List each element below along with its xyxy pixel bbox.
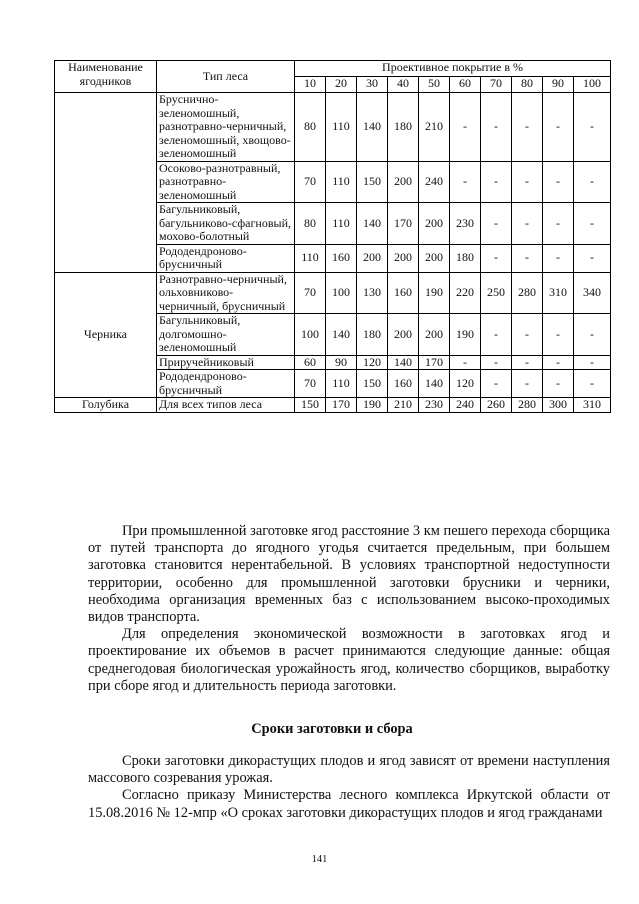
value-cell: - (450, 355, 481, 370)
value-cell: - (481, 314, 512, 356)
value-cell: - (574, 203, 611, 245)
value-cell: 280 (512, 398, 543, 413)
value-cell: 100 (326, 272, 357, 314)
value-cell: 110 (326, 161, 357, 203)
value-cell: 300 (543, 398, 574, 413)
forest-type-cell: Багульниковый, багульниково-сфагновый, мохово-болотный (157, 203, 295, 245)
value-cell: 230 (450, 203, 481, 245)
value-cell: 160 (388, 370, 419, 398)
table-row (55, 272, 611, 314)
value-cell: 110 (326, 203, 357, 245)
value-cell: 220 (450, 272, 481, 314)
value-cell: 310 (543, 272, 574, 314)
forest-type-cell: Для всех типов леса (157, 398, 295, 413)
value-cell: 190 (357, 398, 388, 413)
value-cell: - (512, 355, 543, 370)
paragraph-harvest-timing: Сроки заготовки дикорастущих плодов и ягод зависят от времени наступления массового созревания урожая. (88, 753, 610, 787)
header-coverage-70: 70 (481, 77, 512, 93)
value-cell: 80 (295, 93, 326, 162)
header-coverage-90: 90 (543, 77, 574, 93)
body-text-bottom (88, 753, 610, 822)
forest-type-cell: Осоково-разнотравный, разнотравно-зеленомошный (157, 161, 295, 203)
value-cell: 180 (450, 244, 481, 272)
value-cell: 280 (512, 272, 543, 314)
value-cell: - (481, 244, 512, 272)
value-cell: 140 (326, 314, 357, 356)
header-coverage-30: 30 (357, 77, 388, 93)
header-coverage-40: 40 (388, 77, 419, 93)
page-number: 141 (311, 854, 328, 865)
berry-name-blueberry: Голубика (55, 398, 157, 413)
value-cell: 170 (419, 355, 450, 370)
value-cell: - (481, 93, 512, 162)
paragraph-ministry-order: Согласно приказу Министерства лесного комплекса Иркутской области от 15.08.2016 № 12-мпр «О сроках заготовки дикорастущих плодов и ягод гражданами (88, 787, 610, 821)
value-cell: - (512, 93, 543, 162)
value-cell: - (512, 161, 543, 203)
paragraph-transport-distance: При промышленной заготовке ягод расстояние 3 км пешего перехода сборщика от путей транспорта до ягодного угодья считается предельным, при большем заготовка становится нерентабельной. В условиях транспортной недоступности территории, особенно для промышленной заготовки брусники и черники, необходима организация временных баз с использованием высоко-проходимых видов транспорта. (88, 523, 610, 626)
value-cell: 60 (295, 355, 326, 370)
value-cell: 180 (388, 93, 419, 162)
value-cell: 150 (295, 398, 326, 413)
value-cell: 120 (357, 355, 388, 370)
value-cell: 200 (419, 203, 450, 245)
value-cell: - (543, 161, 574, 203)
value-cell: - (450, 93, 481, 162)
forest-type-cell: Бруснично-зеленомошный, разнотравно-черничный, зеленомошный, хвощово-зеленомошный (157, 93, 295, 162)
value-cell: - (481, 203, 512, 245)
value-cell: 240 (419, 161, 450, 203)
header-coverage-100: 100 (574, 77, 611, 93)
value-cell: 180 (357, 314, 388, 356)
value-cell: - (574, 244, 611, 272)
section-heading: Сроки заготовки и сбора (251, 721, 413, 737)
value-cell: 70 (295, 161, 326, 203)
table-row (55, 398, 611, 413)
berry-yield-table (54, 60, 611, 413)
value-cell: 110 (295, 244, 326, 272)
forest-type-cell: Багульниковый, долгомошно-зеленомошный (157, 314, 295, 356)
value-cell: 140 (357, 93, 388, 162)
header-coverage-80: 80 (512, 77, 543, 93)
value-cell: - (574, 355, 611, 370)
header-coverage-10: 10 (295, 77, 326, 93)
value-cell: - (512, 314, 543, 356)
forest-type-cell: Рододендроново-брусничный (157, 370, 295, 398)
value-cell: 310 (574, 398, 611, 413)
header-coverage-20: 20 (326, 77, 357, 93)
value-cell: 110 (326, 370, 357, 398)
value-cell: 200 (388, 161, 419, 203)
value-cell: 150 (357, 370, 388, 398)
value-cell: - (543, 244, 574, 272)
header-coverage-50: 50 (419, 77, 450, 93)
value-cell: 340 (574, 272, 611, 314)
value-cell: - (574, 93, 611, 162)
value-cell: 210 (419, 93, 450, 162)
forest-type-cell: Приручейниковый (157, 355, 295, 370)
value-cell: 260 (481, 398, 512, 413)
value-cell: 160 (388, 272, 419, 314)
value-cell: 170 (388, 203, 419, 245)
value-cell: 140 (419, 370, 450, 398)
value-cell: 140 (388, 355, 419, 370)
value-cell: 70 (295, 272, 326, 314)
value-cell: 230 (419, 398, 450, 413)
value-cell: 200 (357, 244, 388, 272)
value-cell: - (512, 370, 543, 398)
value-cell: 160 (326, 244, 357, 272)
header-forest-type: Тип леса (157, 61, 295, 93)
value-cell: - (574, 161, 611, 203)
header-coverage-title: Проективное покрытие в % (295, 61, 611, 77)
berry-cell-empty (55, 93, 157, 273)
value-cell: - (574, 314, 611, 356)
body-text-top (88, 523, 610, 695)
value-cell: 70 (295, 370, 326, 398)
table-row (55, 93, 611, 162)
value-cell: 110 (326, 93, 357, 162)
value-cell: - (543, 355, 574, 370)
value-cell: 80 (295, 203, 326, 245)
value-cell: - (543, 314, 574, 356)
value-cell: 200 (388, 244, 419, 272)
value-cell: - (543, 93, 574, 162)
value-cell: 130 (357, 272, 388, 314)
value-cell: - (512, 203, 543, 245)
value-cell: - (574, 370, 611, 398)
value-cell: 240 (450, 398, 481, 413)
value-cell: - (543, 203, 574, 245)
forest-type-cell: Разнотравно-черничный, ольховниково-черничный, брусничный (157, 272, 295, 314)
value-cell: 140 (357, 203, 388, 245)
value-cell: 200 (419, 314, 450, 356)
value-cell: - (481, 370, 512, 398)
value-cell: 190 (450, 314, 481, 356)
value-cell: 150 (357, 161, 388, 203)
berry-name-bilberry: Черника (55, 272, 157, 398)
value-cell: - (450, 161, 481, 203)
value-cell: - (512, 244, 543, 272)
paragraph-economic-calculation: Для определения экономической возможности в заготовках ягод и проектирование их объемов в расчет принимаются следующие данные: общая среднегодовая биологическая урожайность ягод, количество сборщиков, выработку при сборе ягод и длительность периода заготовки. (88, 626, 610, 694)
value-cell: 120 (450, 370, 481, 398)
header-berry-name: Наименование ягодников (55, 61, 157, 93)
value-cell: 200 (419, 244, 450, 272)
value-cell: 250 (481, 272, 512, 314)
value-cell: 90 (326, 355, 357, 370)
forest-type-cell: Рододендроново-брусничный (157, 244, 295, 272)
value-cell: 210 (388, 398, 419, 413)
value-cell: 200 (388, 314, 419, 356)
value-cell: 170 (326, 398, 357, 413)
value-cell: - (543, 370, 574, 398)
value-cell: - (481, 161, 512, 203)
value-cell: 100 (295, 314, 326, 356)
value-cell: - (481, 355, 512, 370)
value-cell: 190 (419, 272, 450, 314)
header-coverage-60: 60 (450, 77, 481, 93)
